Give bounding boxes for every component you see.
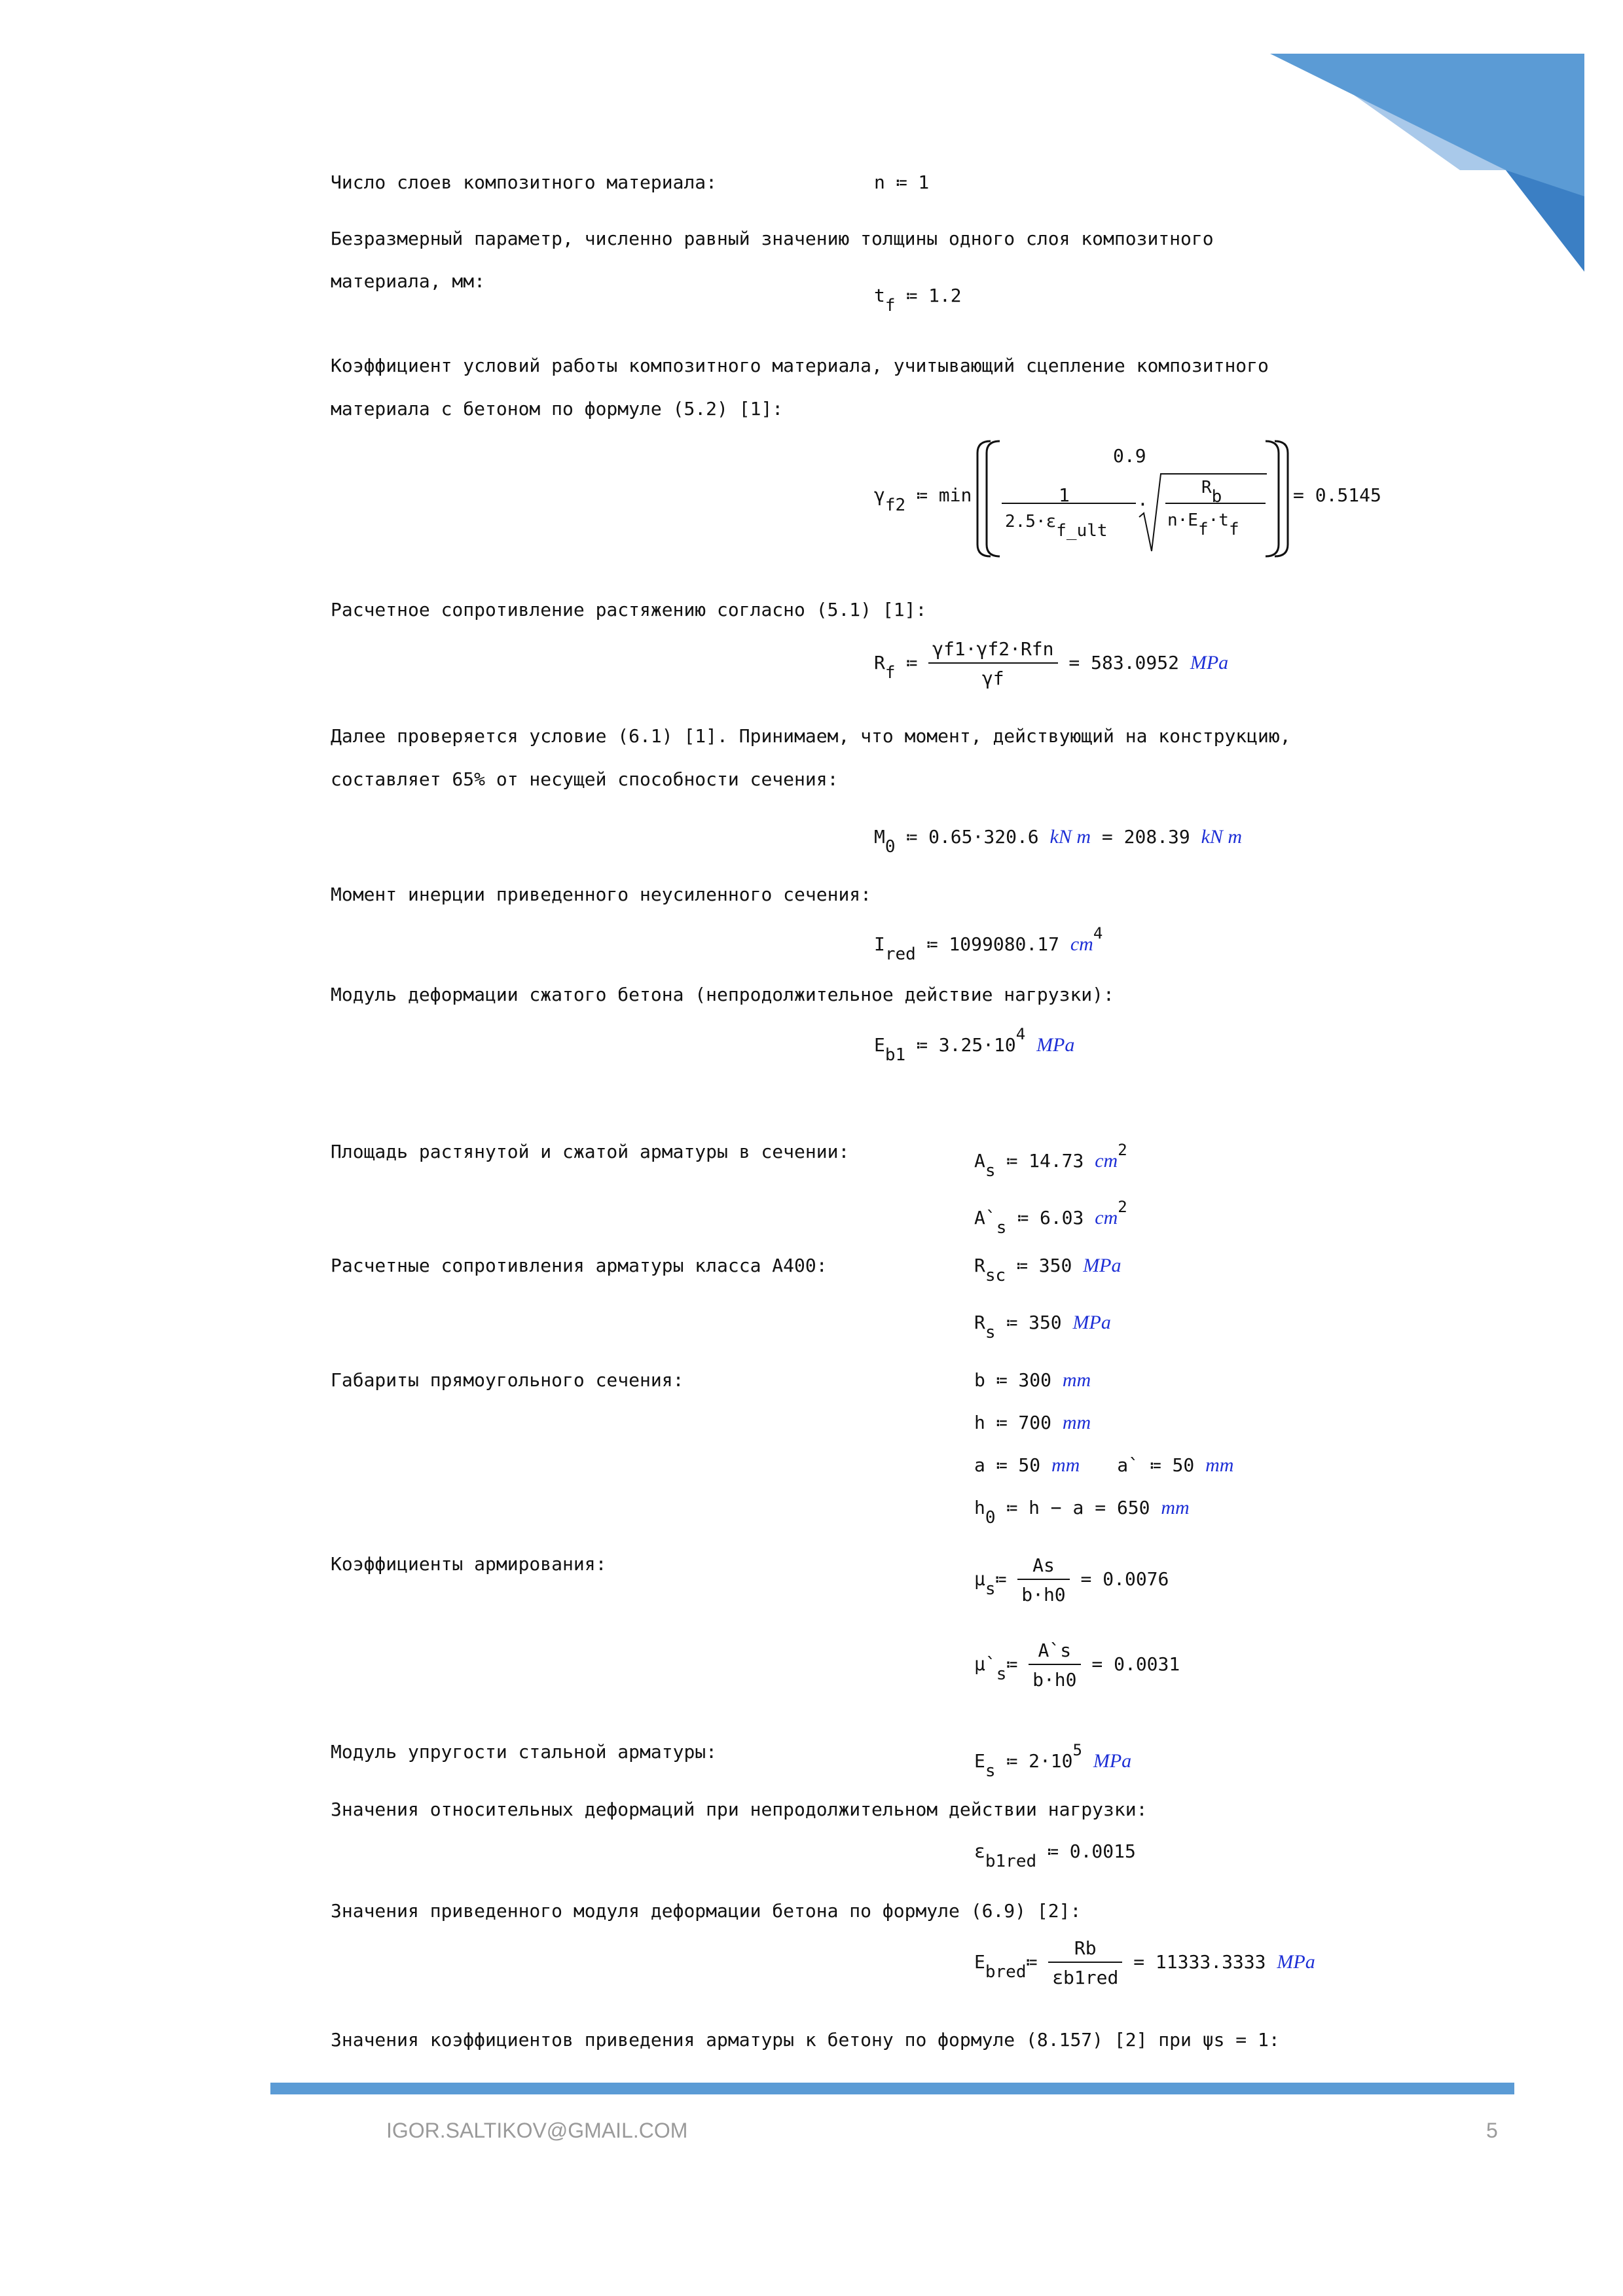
- footer-email: IGOR.SALTIKOV@GMAIL.COM: [386, 2119, 688, 2142]
- n-assignment: n ≔ 1: [874, 171, 930, 193]
- tf-assignment: $t_f$ ≔ 1.2: [874, 285, 962, 315]
- rs-formula: $R_s$ ≔ 350 MPa: [974, 1312, 1111, 1342]
- rsc-formula: $R_{sc}$ ≔ 350 MPa: [974, 1255, 1122, 1285]
- eb1-text: Модуль деформации сжатого бетона (непродолжительное действие нагрузки):: [331, 984, 1114, 1005]
- gamma-text-1: Коэффициент условий работы композитного материала, учитывающий сцепление композитного: [331, 355, 1269, 376]
- h-assignment: h ≔ 700 mm: [974, 1412, 1091, 1433]
- strain-text: Значения относительных деформаций при непродолжительном действии нагрузки:: [331, 1799, 1148, 1820]
- mus-formula: $\mu_s≔$ $\frac{As}{b\cdot h0}$ = 0.0076: [974, 1554, 1169, 1605]
- layers-label: Число слоев композитного материала:: [331, 171, 718, 193]
- es-text: Модуль упругости стальной арматуры:: [331, 1741, 718, 1763]
- page-number: 5: [1486, 2119, 1498, 2142]
- ired-formula: $I_{red}$ ≔ 1099080.17 $cm^4$: [874, 924, 1103, 964]
- ebred-formula: $E_{bred}≔$ $\frac{Rb}{\text{εb1red}}$ = 11333.3333 MPa: [974, 1937, 1315, 1988]
- resistance-text: Расчетные сопротивления арматуры класса А400:: [331, 1255, 828, 1276]
- b-assignment: b ≔ 300 mm: [974, 1369, 1091, 1391]
- reinforcement-ratio-text: Коэффициенты армирования:: [331, 1553, 607, 1575]
- rf-text: Расчетное сопротивление растяжению согласно (5.1) [1]:: [331, 599, 927, 620]
- area-text: Площадь растянутой и сжатой арматуры в сечении:: [331, 1141, 850, 1162]
- gamma-f2-formula: $\gamma_{f2}$ ≔ min 0.9 1 $2.5\cdot\varepsilon_{f\_ult}$ · $R_b$ $n\cdot E_f\cdot t_f$ = 0.5145: [874, 440, 1398, 558]
- h0-formula: $h_0$ ≔ h − a = 650 mm: [974, 1497, 1190, 1528]
- moment-text-1: Далее проверяется условие (6.1) [1]. Принимаем, что момент, действующий на конструкцию,: [331, 725, 1291, 747]
- eps-formula: $\varepsilon_{b1red}$ ≔ 0.0015: [974, 1840, 1136, 1871]
- moment-text-2: составляет 65% от несущей способности сечения:: [331, 768, 839, 790]
- as2-formula: $A`_s$ ≔ 6.03 $cm^2$: [974, 1198, 1127, 1238]
- ebred-text: Значения приведенного модуля деформации бетона по формуле (6.9) [2]:: [331, 1900, 1082, 1922]
- rf-formula: $R_f$ ≔ $\frac{\text{γf1·γf2·Rfn}}{\gamma f}$ = 583.0952 MPa: [874, 638, 1229, 689]
- inertia-text: Момент инерции приведенного неусиленного сечения:: [331, 884, 872, 905]
- param-text-2: материала, мм:: [331, 270, 486, 292]
- mus2-formula: $\mu`_s≔$ $\frac{A`s}{b\cdot h0}$ = 0.0031: [974, 1640, 1180, 1691]
- es-formula: $E_s$ ≔ $2\cdot 10^5$ MPa: [974, 1741, 1132, 1781]
- gamma-text-2: материала с бетоном по формуле (5.2) [1]:: [331, 398, 784, 420]
- param-text-1: Безразмерный параметр, численно равный значению толщины одного слоя композитного: [331, 228, 1214, 249]
- corner-decoration: [0, 0, 1623, 314]
- as-formula: $A_s$ ≔ 14.73 $cm^2$: [974, 1141, 1127, 1181]
- coef-text: Значения коэффициентов приведения арматуры к бетону по формуле (8.157) [2] при ψs = 1:: [331, 2029, 1280, 2051]
- footer-rule: [270, 2083, 1514, 2094]
- eb1-formula: $E_{b1}$ ≔ $3.25\cdot 10^4$ MPa: [874, 1025, 1075, 1065]
- m0-formula: $M_0$ ≔ 0.65·320.6 kN m = 208.39 kN m: [874, 826, 1243, 857]
- a-assignment: a ≔ 50 mm a` ≔ 50 mm: [974, 1454, 1234, 1476]
- section-text: Габариты прямоугольного сечения:: [331, 1369, 684, 1391]
